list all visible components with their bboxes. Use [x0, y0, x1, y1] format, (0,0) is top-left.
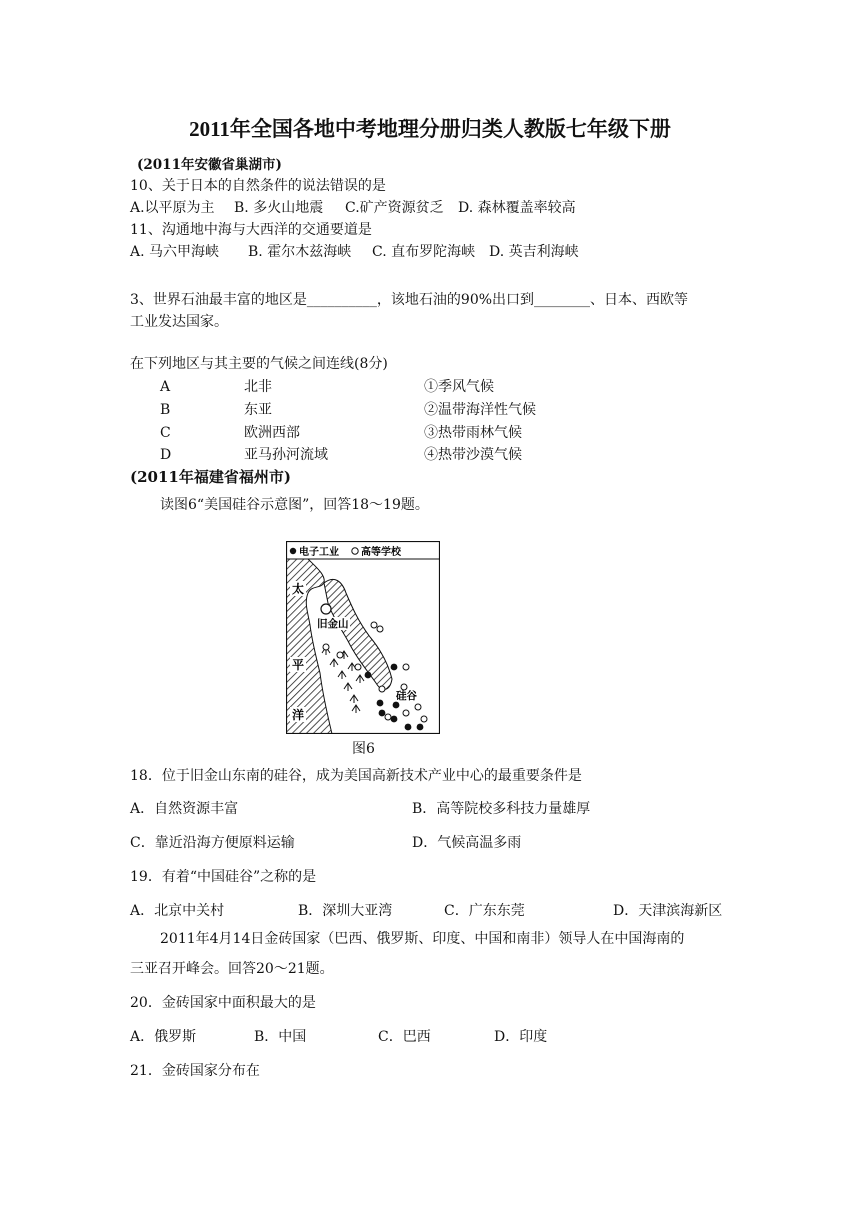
q19-option-c: C．广东东莞: [444, 903, 525, 919]
label-ping: 平: [292, 658, 305, 672]
figure-caption: 图6: [352, 741, 375, 757]
match-region: 亚马孙河流域: [244, 447, 328, 463]
match-letter: B: [160, 402, 171, 418]
q18-option-d: D．气候高温多雨: [412, 835, 522, 851]
silicon-valley-map: [286, 541, 440, 734]
q10-option-d: D. 森林覆盖率较高: [458, 200, 576, 216]
label-tai: 太: [292, 582, 305, 596]
q19-stem: 19．有着“中国硅谷”之称的是: [130, 869, 317, 885]
q20-option-b: B．中国: [254, 1029, 307, 1045]
brics-line1: 2011年4月14日金砖国家（巴西、俄罗斯、印度、中国和南非）领导人在中国海南的: [160, 931, 685, 947]
label-san-francisco: 旧金山: [317, 618, 349, 630]
match-climate: ①季风气候: [424, 379, 494, 395]
q19-option-d: D．天津滨海新区: [613, 903, 723, 919]
brics-line2: 三亚召开峰会。回答20～21题。: [130, 961, 334, 977]
q11-option-a: A. 马六甲海峡: [130, 244, 220, 260]
q10-option-a: A.以平原为主: [130, 200, 215, 216]
match-stem: 在下列地区与其主要的气候之间连线(8分): [130, 356, 388, 372]
q18-stem: 18．位于旧金山东南的硅谷，成为美国高新技术产业中心的最重要条件是: [130, 768, 582, 784]
q18-option-a: A．自然资源丰富: [130, 801, 239, 817]
match-letter: D: [160, 447, 172, 463]
san-francisco-bay-shape: [324, 579, 392, 689]
match-climate: ④热带沙漠气候: [424, 447, 522, 463]
label-yang: 洋: [292, 708, 305, 722]
q20-option-d: D．印度: [494, 1029, 548, 1045]
match-climate: ②温带海洋性气候: [424, 402, 536, 418]
match-letter: A: [160, 379, 171, 395]
san-francisco-marker: [321, 604, 331, 614]
q3-line2: 工业发达国家。: [130, 314, 228, 330]
legend-electronics-icon: [290, 548, 296, 554]
legend-university-label: 高等学校: [361, 547, 401, 558]
q11-option-c: C. 直布罗陀海峡: [372, 244, 476, 260]
q19-option-b: B．深圳大亚湾: [298, 903, 393, 919]
label-silicon-valley: 硅谷: [396, 690, 417, 702]
q18-option-c: C．靠近沿海方便原料运输: [130, 835, 295, 851]
q18-option-b: B．高等院校多科技力量雄厚: [412, 801, 591, 817]
q11-option-d: D. 英吉利海峡: [489, 244, 579, 260]
q10-stem: 10、关于日本的自然条件的说法错误的是: [130, 178, 386, 194]
q21-stem: 21．金砖国家分布在: [130, 1063, 260, 1079]
match-letter: C: [160, 425, 171, 441]
q10-option-c: C.矿产资源贫乏: [345, 200, 444, 216]
figure-intro: 读图6“美国硅谷示意图”，回答18～19题。: [160, 497, 429, 513]
q3-line1: 3、世界石油最丰富的地区是__________，该地石油的90%出口到________、日本、西欧等: [130, 292, 689, 308]
source-fuzhou: (2011年福建省福州市): [130, 468, 291, 486]
q11-stem: 11、沟通地中海与大西洋的交通要道是: [130, 222, 372, 238]
source-chaohu: (2011年安徽省巢湖市): [137, 157, 282, 173]
q20-option-c: C．巴西: [378, 1029, 431, 1045]
q19-option-a: A．北京中关村: [130, 903, 225, 919]
q20-stem: 20．金砖国家中面积最大的是: [130, 995, 316, 1011]
q10-option-b: B. 多火山地震: [234, 200, 324, 216]
page-title: 2011年全国各地中考地理分册归类人教版七年级下册: [189, 117, 671, 141]
match-region: 欧洲西部: [244, 425, 300, 441]
match-climate: ③热带雨林气候: [424, 425, 522, 441]
match-region: 北非: [244, 379, 272, 395]
legend-university-icon: [352, 548, 358, 554]
q20-option-a: A．俄罗斯: [130, 1029, 197, 1045]
legend-electronics-label: 电子工业: [299, 547, 339, 558]
match-region: 东亚: [244, 402, 272, 418]
q11-option-b: B. 霍尔木兹海峡: [248, 244, 352, 260]
